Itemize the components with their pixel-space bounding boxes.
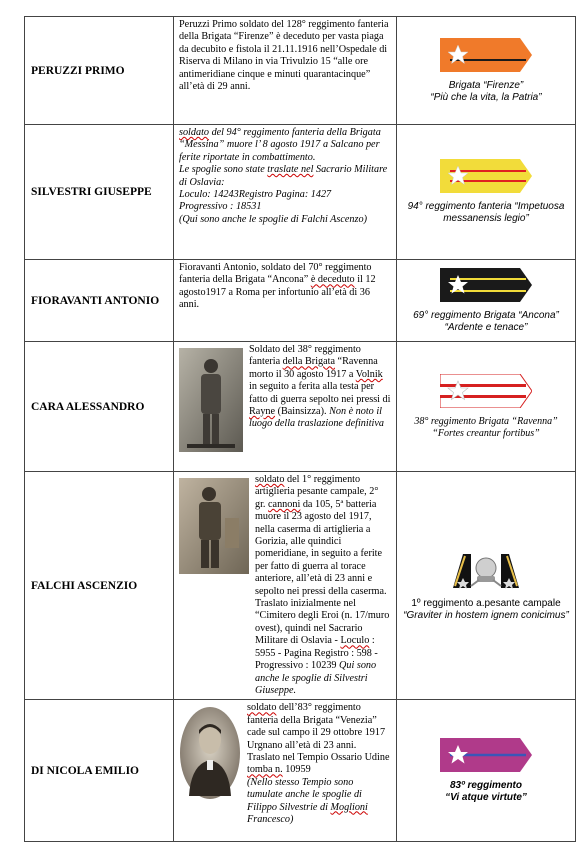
insignia-cell [397,260,576,342]
description-text: Le spoglie sono state [179,164,268,176]
brigade-caption: 38° reggimento Brigata “Ravenna” [414,415,558,427]
description-text: Volnik [355,368,383,380]
soldier-description [174,125,397,260]
description-text: tomba n. [247,764,283,776]
regiment-caption: 1º reggimento a.pesante campale [411,597,561,609]
regiment-flag-icon [440,374,532,408]
regiment-caption: 83º reggimento [449,779,522,791]
regiment-flag-icon [440,738,532,772]
description-text: Francesco) [247,813,294,825]
insignia-cell [397,342,576,472]
soldier-description [174,17,397,125]
soldier-name: SILVESTRI GIUSEPPE [25,125,174,260]
brigade-caption: Brigata “Firenze” [448,79,524,91]
description-text: Non è noto il luogo della traslazione definitiva [249,406,384,430]
description-text: Qui sono anche le spoglie di Silvestri Giuseppe. [255,660,377,696]
description-text: Rayne [249,406,276,418]
motto-caption: “Fortes creantur fortibus” [432,427,540,439]
table-row [25,17,576,125]
description-text: il 12 agosto1917 a Roma per infortunio all’età di 36 anni. [179,274,376,311]
artillery-insignia-icon [451,550,521,590]
description-text: Loculo [340,635,370,647]
description-text: del 94° reggimento fanteria della Brigata “Messina” muore l’ 8 agosto 1917 a Salcano per ferite riportate in combattimento. [179,127,381,163]
description-text: dell’83° reggimento fanteria della Brigata “Venezia” cade sul campo il 29 ottobre 1917 Urgnano all’età di 23 anni. Traslato nel Tempio Ossario Udine [247,702,390,763]
description-text: Moglioni [330,801,368,813]
description-text: da 105, 5ª batteria muore il 23 agosto del 1917, nella caserma di artiglieria a Gorizia, alle quindici pomeridiane, in seguito a ferite per fatto di guerra al torace anteriore, all’età di 23 anni e sepolto nei pressi della caserma. Traslato inizialmente nel “Cimitero degli Eroi (n. 17/muro ovest), quindi nel Sacrario Militare di Oslavia - [255,498,390,647]
table-row [25,342,576,472]
description-text: 10959 [282,764,311,776]
soldier-description [174,472,397,700]
insignia-cell [397,700,576,842]
description-text: 3Registro Pagina: 1427 [233,189,332,201]
description-text: : 5955 - Pagina Registro : 598 - Progressivo : 10239 [255,635,378,672]
soldier-name: FIORAVANTI ANTONIO [25,260,174,342]
table-row [25,472,576,700]
description-text: Soldato del 38° reggimento fanteria [249,344,361,368]
description-text: “Ravenna morto il 30 agosto 1917 a [249,356,378,380]
insignia-cell [397,125,576,260]
motto-caption: “Ardente e tenace” [444,321,528,333]
motto-caption: “Graviter in hostem ignem conicimus” [403,609,569,621]
description-text: Loculo: 1424 [179,189,234,201]
description-text: in seguito a ferita alla testa per fatto di guerra sepolto nei pressi di [249,381,391,405]
table-row [25,700,576,842]
insignia-cell [397,17,576,125]
soldier-description [174,700,397,842]
description-text: (Bainsizza). [275,406,330,418]
regiment-flag-icon [440,38,532,72]
table-row [25,260,576,342]
description-text: della Brigata [282,356,335,368]
description-text: soldato [179,127,210,138]
soldier-name: FALCHI ASCENZIO [25,472,174,700]
description-text: traslate nel [267,164,314,176]
motto-caption: “Più che la vita, la Patria” [430,91,542,103]
brigade-caption: 69° reggimento Brigata “Ancona” [413,309,559,321]
regiment-flag-icon [440,159,532,193]
description-text: cannoni [268,498,301,510]
regiment-caption: 94° reggimento fanteria “Impetuosa messanensis legio” [407,201,565,224]
description-text: soldato [255,474,285,485]
description-text: è deceduto [310,274,355,286]
soldier-description [174,342,397,472]
motto-caption: “Vi atque virtute” [445,791,527,803]
description-text: del 1° reggimento artiglieria pesante campale, 2° gr. [255,474,379,510]
soldier-name: PERUZZI PRIMO [25,17,174,125]
soldier-name: DI NICOLA EMILIO [25,700,174,842]
description-text: Sacrario Militare di Oslavia: [179,164,388,188]
description-text: (Qui sono anche le spoglie di Falchi Ascenzo) [179,213,367,225]
description-text: Peruzzi Primo soldato del 128° reggimento fanteria della Brigata “Firenze” è deceduto per vasta piaga da decubito e fistola il 21.11.1916 nell’Ospedale di Riserva di Milano in via Trivulzio 15 “alle ore antimeridiane cinque e minuti quarantacinque” all’età di 29 anni. [179,19,389,93]
soldiers-table [24,16,576,842]
soldier-photo [179,706,241,800]
description-text: soldato [247,702,277,714]
soldier-name: CARA ALESSANDRO [25,342,174,472]
description-text: Progressivo : 18531 [179,201,262,213]
description-text: (Nello stesso Tempio sono tumulate anche le spoglie di Filippo Silvestrie di [247,776,362,813]
table-row [25,125,576,260]
regiment-flag-icon [440,268,532,302]
soldier-photo [179,478,249,574]
insignia-cell [397,472,576,700]
soldier-photo [179,348,243,452]
soldier-description [174,260,397,342]
description-text: Fioravanti Antonio, soldato del 70° reggimento fanteria della Brigata “Ancona” [179,262,372,286]
